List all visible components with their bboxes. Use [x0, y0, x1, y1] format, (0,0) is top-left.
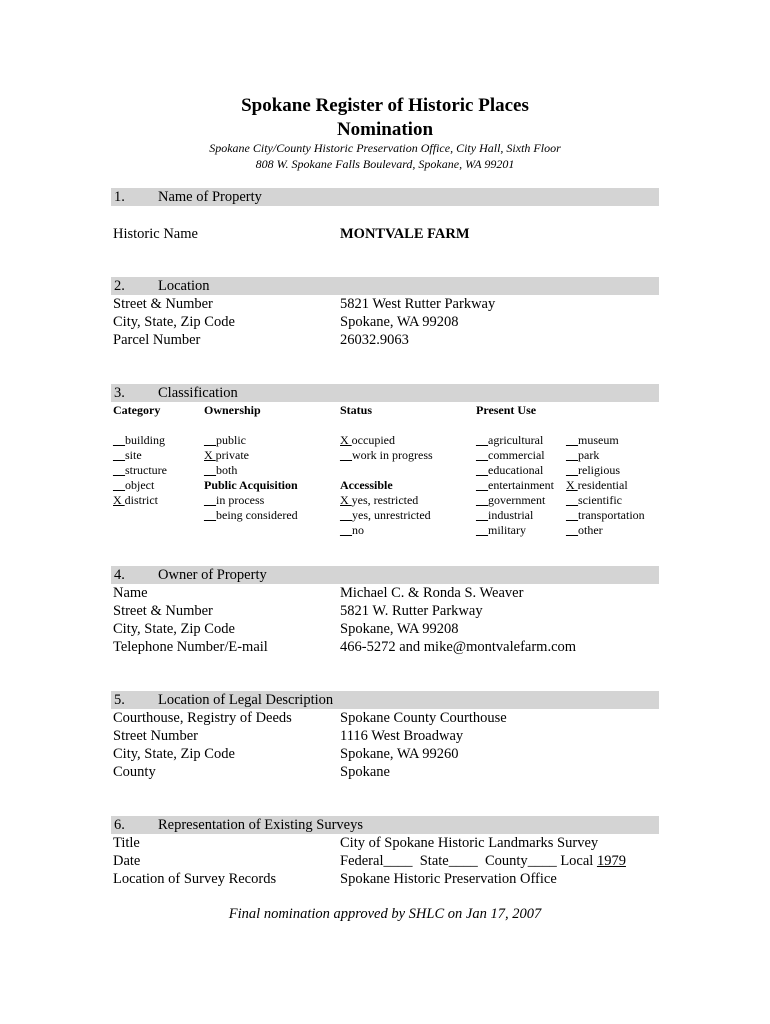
section-number: 6. [114, 817, 125, 833]
office-address-line2: 808 W. Spokane Falls Boulevard, Spokane, WA 99201 [255, 157, 515, 171]
parcel-number-value: 26032.9063 [340, 332, 409, 348]
office-address-line1: Spokane City/County Historic Preservation Office, City Hall, Sixth Floor [209, 141, 561, 155]
survey-date-label: Date [113, 853, 141, 869]
present-use-option-checked: X residential [566, 478, 628, 492]
survey-records-value: Spokane Historic Preservation Office [340, 871, 557, 887]
present-use-option: __government [476, 493, 546, 507]
section-title: Location [158, 278, 210, 294]
present-use-option: __industrial [476, 508, 534, 522]
section-title: Classification [158, 385, 238, 401]
category-option: __site [113, 448, 142, 462]
present-use-header: Present Use [476, 403, 537, 417]
owner-name-label: Name [113, 585, 148, 601]
present-use-option: __military [476, 523, 526, 537]
ownership-option-checked: X private [204, 448, 249, 462]
section-title: Name of Property [158, 189, 262, 205]
accessible-option: __yes, unrestricted [340, 508, 431, 522]
category-option-checked: X district [113, 493, 158, 507]
section-number: 3. [114, 385, 125, 401]
present-use-option: __entertainment [476, 478, 554, 492]
owner-phone-label: Telephone Number/E-mail [113, 639, 268, 655]
public-acquisition-option: __in process [204, 493, 265, 507]
legal-city-value: Spokane, WA 99260 [340, 746, 459, 762]
category-option: __building [113, 433, 166, 447]
section-3-header [111, 384, 659, 402]
present-use-option: __educational [476, 463, 544, 477]
page-title: Spokane Register of Historic Places [241, 95, 529, 116]
category-option: __structure [113, 463, 167, 477]
present-use-option: __scientific [566, 493, 622, 507]
ownership-option: __public [204, 433, 246, 447]
public-acquisition-option: __being considered [204, 508, 298, 522]
public-acquisition-header: Public Acquisition [204, 478, 298, 492]
section-2-header [111, 277, 659, 295]
page-subtitle: Nomination [336, 119, 434, 140]
owner-street-label: Street & Number [113, 603, 213, 619]
section-number: 1. [114, 189, 125, 205]
parcel-number-label: Parcel Number [113, 332, 201, 348]
courthouse-value: Spokane County Courthouse [340, 710, 507, 726]
present-use-option: __museum [566, 433, 619, 447]
section-title: Location of Legal Description [158, 692, 334, 708]
status-option-checked: X occupied [340, 433, 395, 447]
section-4-header [111, 566, 659, 584]
survey-title-label: Title [113, 835, 140, 851]
present-use-option: __transportation [566, 508, 645, 522]
section-5-header [111, 691, 659, 709]
owner-phone-value: 466-5272 and mike@montvalefarm.com [340, 639, 577, 655]
section-number: 4. [114, 567, 125, 583]
present-use-option: __agricultural [476, 433, 544, 447]
owner-city-value: Spokane, WA 99208 [340, 621, 459, 637]
legal-street-value: 1116 West Broadway [340, 728, 464, 744]
legal-city-label: City, State, Zip Code [113, 746, 235, 762]
historic-name-label: Historic Name [113, 226, 198, 242]
present-use-option: __other [566, 523, 603, 537]
section-number: 2. [114, 278, 125, 294]
owner-name-value: Michael C. & Ronda S. Weaver [340, 585, 524, 601]
survey-title-value: City of Spokane Historic Landmarks Survey [340, 835, 599, 851]
courthouse-label: Courthouse, Registry of Deeds [113, 710, 292, 726]
section-1-header [111, 188, 659, 206]
county-label: County [113, 764, 156, 780]
status-header: Status [340, 403, 373, 417]
present-use-option: __commercial [476, 448, 545, 462]
section-title: Representation of Existing Surveys [158, 817, 363, 833]
survey-records-label: Location of Survey Records [113, 871, 277, 887]
present-use-option: __religious [566, 463, 620, 477]
category-header: Category [113, 403, 161, 417]
legal-street-label: Street Number [113, 728, 198, 744]
accessible-option-checked: X yes, restricted [340, 493, 419, 507]
approval-note: Final nomination approved by SHLC on Jan 17, 2007 [228, 906, 542, 922]
location-street-label: Street & Number [113, 296, 213, 312]
accessible-header: Accessible [340, 478, 393, 492]
section-title: Owner of Property [158, 567, 267, 583]
county-value: Spokane [340, 764, 390, 780]
section-number: 5. [114, 692, 125, 708]
historic-name-value: MONTVALE FARM [340, 226, 470, 242]
survey-date-value: Federal____ State____ County____ Local 1979 [340, 853, 626, 869]
category-option: __object [113, 478, 155, 492]
present-use-option: __park [566, 448, 600, 462]
owner-street-value: 5821 W. Rutter Parkway [340, 603, 483, 619]
accessible-option: __no [340, 523, 364, 537]
location-street-value: 5821 West Rutter Parkway [340, 296, 496, 312]
section-6-header [111, 816, 659, 834]
location-city-value: Spokane, WA 99208 [340, 314, 459, 330]
ownership-option: __both [204, 463, 238, 477]
owner-city-label: City, State, Zip Code [113, 621, 235, 637]
location-city-label: City, State, Zip Code [113, 314, 235, 330]
ownership-header: Ownership [204, 403, 261, 417]
status-option: __work in progress [340, 448, 433, 462]
